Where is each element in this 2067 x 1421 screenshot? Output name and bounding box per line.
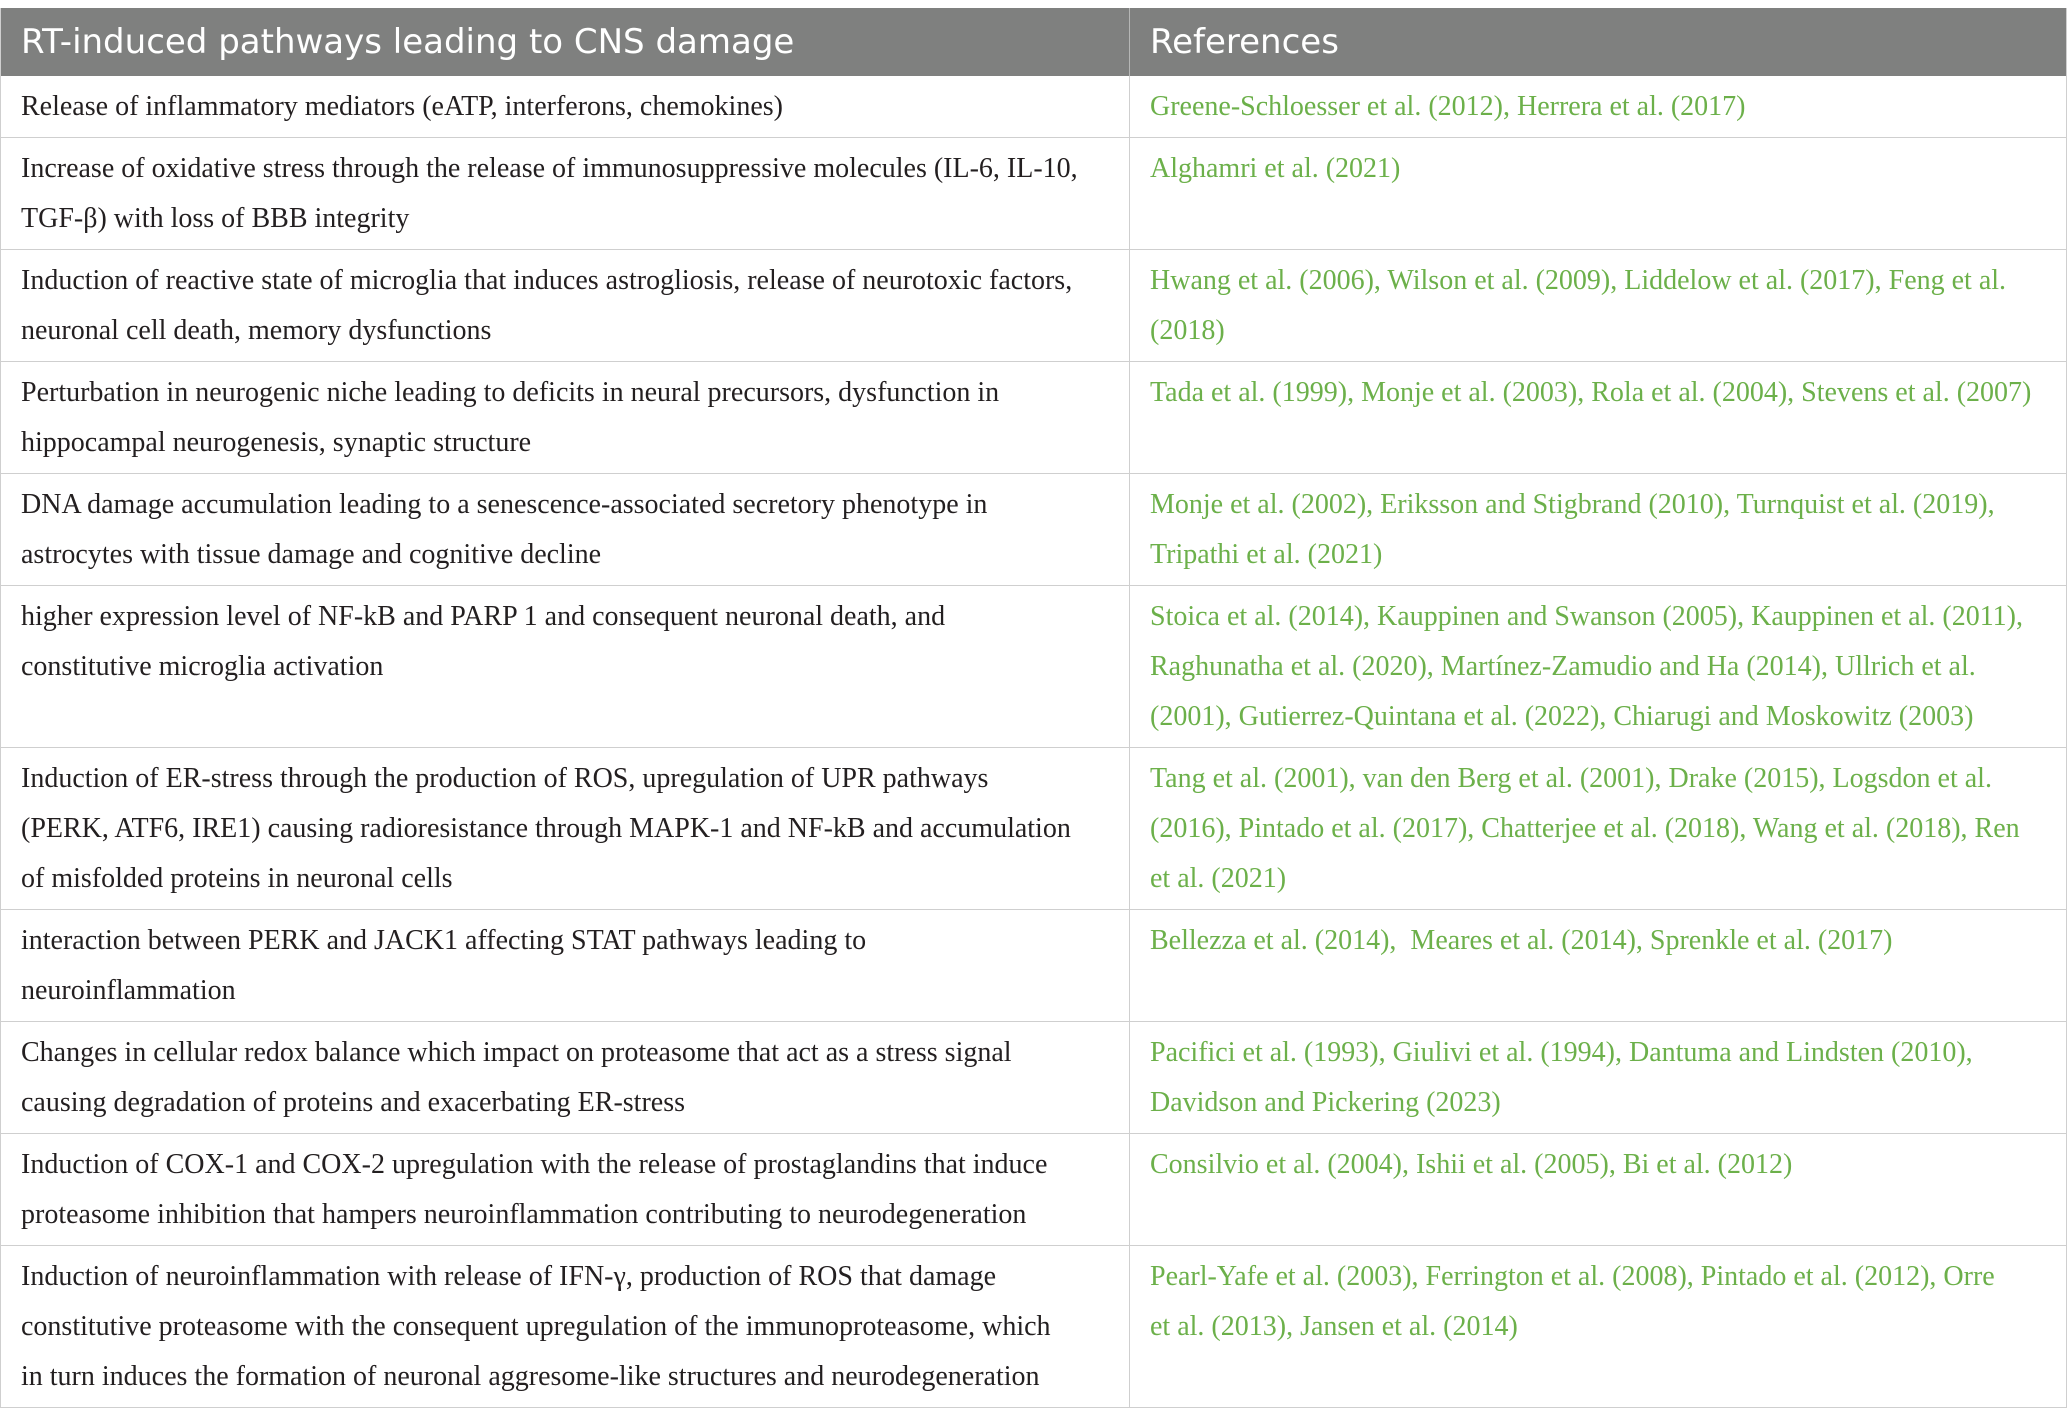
pathway-line: Increase of oxidative stress through the release of immunosuppressive molecules (IL-6, IL-10, bbox=[21, 153, 1078, 184]
table-row bbox=[1, 1134, 2066, 1246]
pathway-cell bbox=[1, 1134, 1130, 1245]
pathway-cell bbox=[1, 76, 1130, 137]
pathway-line: causing degradation of proteins and exacerbating ER-stress bbox=[21, 1087, 686, 1118]
pathway-cell bbox=[1, 586, 1130, 747]
reference-link-line[interactable]: Hwang et al. (2006), Wilson et al. (2009), Liddelow et al. (2017), Feng et al. bbox=[1150, 265, 2007, 296]
references-cell bbox=[1130, 362, 2066, 473]
pathway-cell bbox=[1, 1246, 1130, 1407]
table-body bbox=[1, 76, 2066, 1408]
references-cell bbox=[1130, 586, 2066, 747]
pathways-table bbox=[0, 8, 2067, 1408]
pathway-line: interaction between PERK and JACK1 affecting STAT pathways leading to bbox=[21, 925, 867, 956]
pathway-line: Perturbation in neurogenic niche leading to deficits in neural precursors, dysfunction in bbox=[21, 377, 1000, 408]
table-row bbox=[1, 748, 2066, 910]
references-cell bbox=[1130, 1022, 2066, 1133]
reference-link-line[interactable]: et al. (2021) bbox=[1150, 863, 1287, 894]
pathway-cell bbox=[1, 250, 1130, 361]
pathway-line: higher expression level of NF-kB and PARP 1 and consequent neuronal death, and bbox=[21, 601, 946, 632]
pathway-cell bbox=[1, 1022, 1130, 1133]
reference-link-line[interactable]: Tada et al. (1999), Monje et al. (2003), Rola et al. (2004), Stevens et al. (2007) bbox=[1150, 377, 2032, 408]
pathway-cell bbox=[1, 362, 1130, 473]
pathway-line: proteasome inhibition that hampers neuroinflammation contributing to neurodegeneration bbox=[21, 1199, 1027, 1230]
pathway-line: in turn induces the formation of neuronal aggresome-like structures and neurodegeneration bbox=[21, 1361, 1040, 1392]
pathway-line: (PERK, ATF6, IRE1) causing radioresistance through MAPK-1 and NF-kB and accumulation bbox=[21, 813, 1071, 844]
reference-link-line[interactable]: Alghamri et al. (2021) bbox=[1150, 153, 1401, 184]
table-row bbox=[1, 474, 2066, 586]
pathway-cell bbox=[1, 748, 1130, 909]
pathway-line: Induction of COX-1 and COX-2 upregulation with the release of prostaglandins that induce bbox=[21, 1149, 1048, 1180]
table-row bbox=[1, 910, 2066, 1022]
pathway-line: Induction of ER-stress through the production of ROS, upregulation of UPR pathways bbox=[21, 763, 989, 794]
references-cell bbox=[1130, 1246, 2066, 1407]
pathway-line: of misfolded proteins in neuronal cells bbox=[21, 863, 453, 894]
column-header-pathways: RT-induced pathways leading to CNS damage bbox=[1, 8, 1130, 76]
pathway-line: DNA damage accumulation leading to a senescence-associated secretory phenotype in bbox=[21, 489, 988, 520]
table-row bbox=[1, 586, 2066, 748]
pathway-line: hippocampal neurogenesis, synaptic structure bbox=[21, 427, 532, 458]
references-cell bbox=[1130, 1134, 2066, 1245]
reference-link-line[interactable]: Pearl-Yafe et al. (2003), Ferrington et al. (2008), Pintado et al. (2012), Orre bbox=[1150, 1261, 1995, 1292]
reference-link-line[interactable]: Raghunatha et al. (2020), Martínez-Zamudio and Ha (2014), Ullrich et al. bbox=[1150, 651, 1976, 682]
reference-link-line[interactable]: Bellezza et al. (2014), Meares et al. (2014), Sprenkle et al. (2017) bbox=[1150, 925, 1893, 956]
reference-link-line[interactable]: Monje et al. (2002), Eriksson and Stigbrand (2010), Turnquist et al. (2019), bbox=[1150, 489, 1995, 520]
references-cell bbox=[1130, 250, 2066, 361]
pathway-line: Induction of reactive state of microglia that induces astrogliosis, release of neurotoxic factors, bbox=[21, 265, 1073, 296]
reference-link-line[interactable]: (2018) bbox=[1150, 315, 1225, 346]
references-cell bbox=[1130, 138, 2066, 249]
table-row bbox=[1, 76, 2066, 138]
pathway-line: Release of inflammatory mediators (eATP, interferons, chemokines) bbox=[21, 91, 783, 122]
reference-link-line[interactable]: (2016), Pintado et al. (2017), Chatterjee et al. (2018), Wang et al. (2018), Ren bbox=[1150, 813, 2020, 844]
pathway-line: astrocytes with tissue damage and cognitive decline bbox=[21, 539, 602, 570]
pathway-cell bbox=[1, 910, 1130, 1021]
pathway-line: constitutive microglia activation bbox=[21, 651, 384, 682]
reference-link-line[interactable]: Tang et al. (2001), van den Berg et al. (2001), Drake (2015), Logsdon et al. bbox=[1150, 763, 1992, 794]
table-row bbox=[1, 138, 2066, 250]
reference-link-line[interactable]: Tripathi et al. (2021) bbox=[1150, 539, 1383, 570]
column-header-references: References bbox=[1150, 22, 1339, 62]
table-row bbox=[1, 1246, 2066, 1408]
references-cell bbox=[1130, 910, 2066, 1021]
pathway-cell bbox=[1, 474, 1130, 585]
reference-link-line[interactable]: Greene-Schloesser et al. (2012), Herrera et al. (2017) bbox=[1150, 91, 1746, 122]
pathway-line: neuroinflammation bbox=[21, 975, 236, 1006]
references-cell bbox=[1130, 474, 2066, 585]
pathway-cell bbox=[1, 138, 1130, 249]
pathway-line: neuronal cell death, memory dysfunctions bbox=[21, 315, 492, 346]
reference-link-line[interactable]: et al. (2013), Jansen et al. (2014) bbox=[1150, 1311, 1518, 1342]
reference-link-line[interactable]: (2001), Gutierrez-Quintana et al. (2022), Chiarugi and Moskowitz (2003) bbox=[1150, 701, 1974, 732]
pathway-line: constitutive proteasome with the consequent upregulation of the immunoproteasome, which bbox=[21, 1311, 1051, 1342]
table-row bbox=[1, 250, 2066, 362]
pathway-line: Changes in cellular redox balance which impact on proteasome that act as a stress signal bbox=[21, 1037, 1012, 1068]
table-header bbox=[1, 8, 2066, 76]
table-row bbox=[1, 1022, 2066, 1134]
reference-link-line[interactable]: Consilvio et al. (2004), Ishii et al. (2005), Bi et al. (2012) bbox=[1150, 1149, 1793, 1180]
pathway-line: Induction of neuroinflammation with release of IFN-γ, production of ROS that damage bbox=[21, 1261, 997, 1292]
reference-link-line[interactable]: Pacifici et al. (1993), Giulivi et al. (1994), Dantuma and Lindsten (2010), bbox=[1150, 1037, 1973, 1068]
reference-link-line[interactable]: Davidson and Pickering (2023) bbox=[1150, 1087, 1501, 1118]
reference-link-line[interactable]: Stoica et al. (2014), Kauppinen and Swanson (2005), Kauppinen et al. (2011), bbox=[1150, 601, 2023, 632]
references-cell bbox=[1130, 76, 2066, 137]
references-cell bbox=[1130, 748, 2066, 909]
table-row bbox=[1, 362, 2066, 474]
pathway-line: TGF-β) with loss of BBB integrity bbox=[21, 203, 410, 234]
